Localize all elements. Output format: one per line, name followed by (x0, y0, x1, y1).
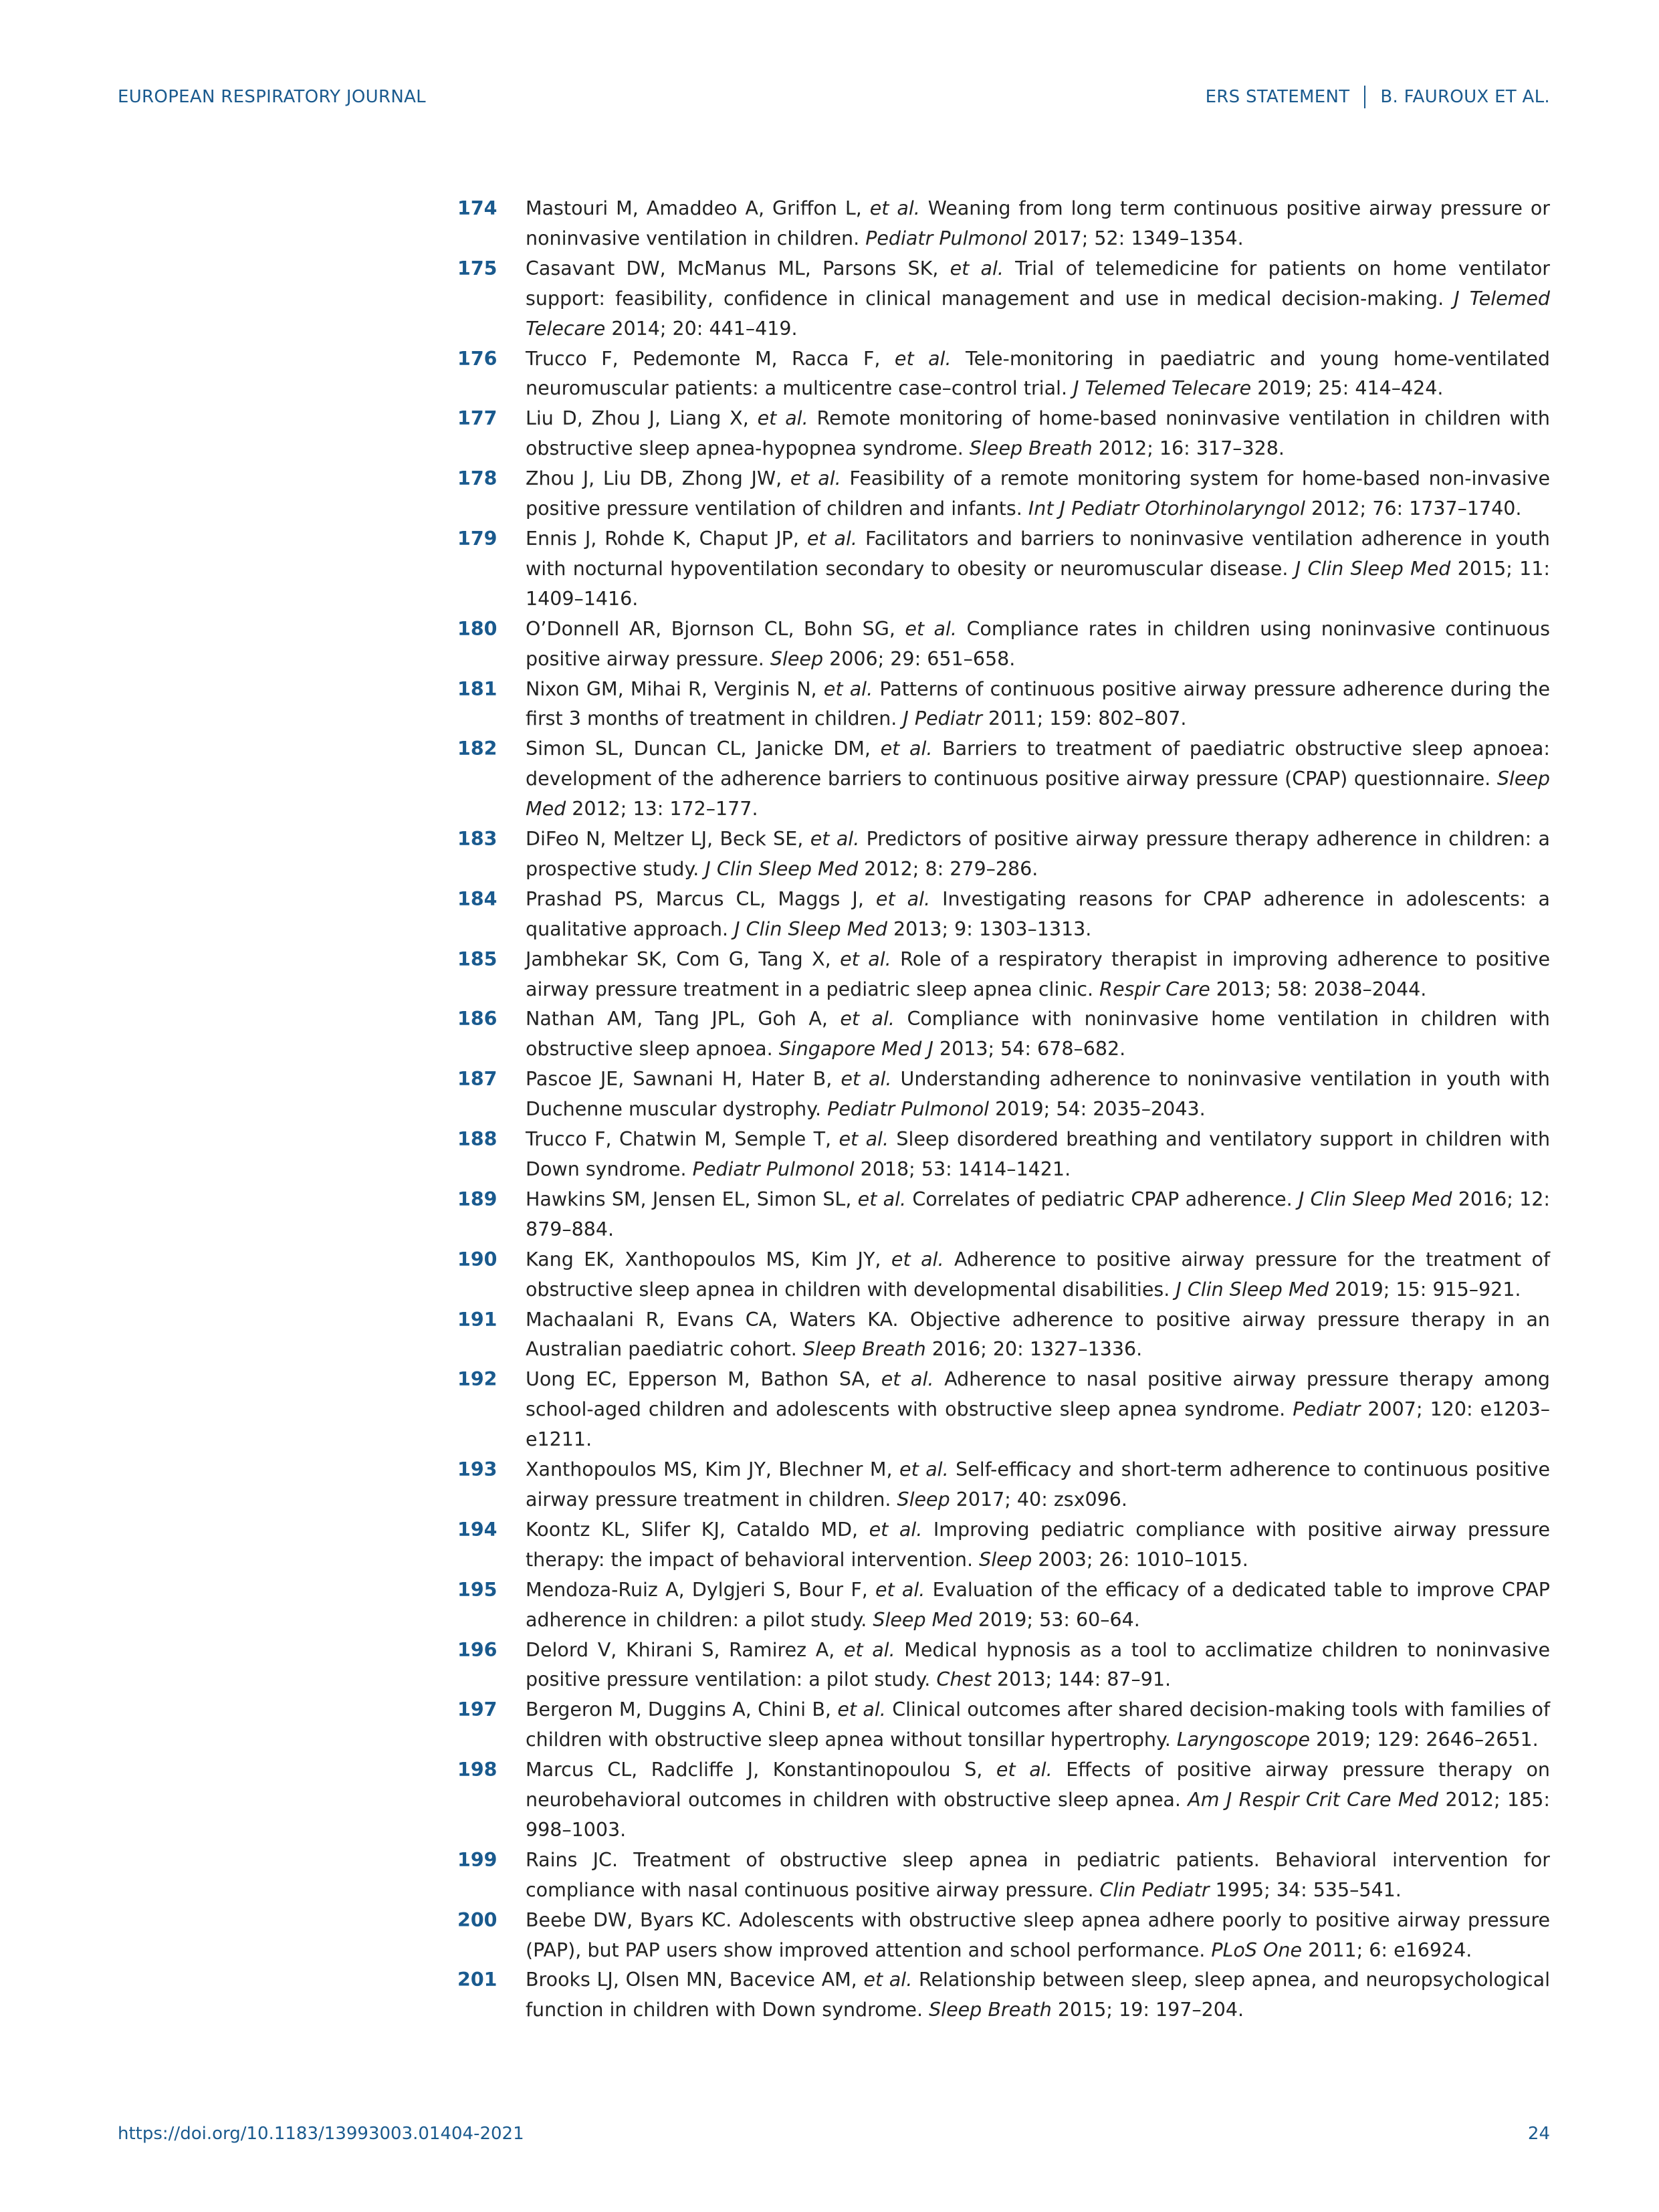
reference-item (457, 464, 1550, 524)
reference-citation: 2012; 185: 998–1003. (526, 1789, 1550, 1841)
reference-journal: J Clin Sleep Med (1295, 557, 1451, 580)
reference-number: 186 (457, 1008, 497, 1030)
running-head-right (1206, 86, 1550, 108)
reference-authors: Kang EK, Xanthopoulos MS, Kim JY, (526, 1248, 891, 1270)
reference-text (526, 1305, 1550, 1365)
reference-item (457, 824, 1550, 885)
reference-authors: Trucco F, Pedemonte M, Racca F, (526, 347, 895, 370)
reference-etal: et al. (843, 1638, 895, 1661)
reference-title: Investigating reasons for CPAP adherence in adolescents: a qualitative approach. (526, 887, 1550, 940)
reference-item (457, 885, 1550, 945)
doi-link[interactable]: https://doi.org/10.1183/13993003.01404-2021 (118, 2124, 524, 2144)
reference-journal: Int J Pediatr Otorhinolaryngol (1028, 497, 1305, 520)
reference-title: Feasibility of a remote monitoring system for home-based non-invasive positive pressure ventilation of children and infants. (526, 467, 1550, 520)
reference-etal: et al. (869, 1518, 923, 1541)
reference-journal: Sleep Med (526, 768, 1550, 820)
reference-citation: 2011; 6: e16924. (1302, 1939, 1472, 1961)
reference-journal: Sleep Breath (929, 1999, 1052, 2021)
reference-number: 190 (457, 1248, 497, 1270)
reference-number: 188 (457, 1128, 497, 1151)
reference-authors: Pascoe JE, Sawnani H, Hater B, (526, 1068, 841, 1091)
reference-number: 187 (457, 1068, 497, 1091)
reference-citation: 2019; 53: 60–64. (972, 1608, 1140, 1631)
reference-number: 183 (457, 828, 497, 851)
reference-citation: 2016; 20: 1327–1336. (925, 1338, 1143, 1361)
reference-journal: Laryngoscope (1176, 1729, 1311, 1751)
reference-citation: 2017; 52: 1349–1354. (1027, 227, 1244, 249)
reference-etal: et al. (757, 407, 808, 430)
reference-journal: Chest (936, 1668, 991, 1691)
reference-number: 184 (457, 887, 497, 910)
reference-citation: 2013; 54: 678–682. (933, 1038, 1126, 1061)
reference-journal: Sleep (979, 1548, 1032, 1571)
reference-title: Correlates of pediatric CPAP adherence. (906, 1188, 1299, 1210)
reference-number: 199 (457, 1848, 497, 1871)
reference-journal: J Clin Sleep Med (705, 857, 859, 880)
reference-citation: 2017; 40: zsx096. (950, 1488, 1127, 1511)
reference-citation: 2013; 58: 2038–2044. (1210, 978, 1427, 1000)
reference-title: Compliance with noninvasive home ventilation in children with obstructive sleep apnoea. (526, 1008, 1550, 1061)
reference-item (457, 615, 1550, 675)
reference-title: Improving pediatric compliance with positive airway pressure therapy: the impact of behavioral intervention. (526, 1518, 1551, 1571)
reference-text (526, 524, 1550, 615)
reference-number: 196 (457, 1638, 497, 1661)
reference-text (526, 404, 1550, 464)
running-head (118, 86, 1550, 108)
reference-authors: Brooks LJ, Olsen MN, Bacevice AM, (526, 1969, 864, 1991)
reference-item (457, 404, 1550, 464)
reference-item (457, 1245, 1550, 1305)
reference-title: Weaning from long term continuous positive airway pressure or noninvasive ventilation in children. (526, 197, 1550, 249)
reference-text (526, 734, 1550, 824)
reference-item (457, 1515, 1550, 1575)
reference-citation: 2011; 159: 802–807. (982, 707, 1187, 730)
reference-number: 179 (457, 527, 497, 550)
reference-journal: J Telemed Telecare (1073, 377, 1252, 400)
reference-text (526, 1125, 1550, 1185)
reference-etal: et al. (905, 617, 957, 640)
reference-number: 181 (457, 677, 497, 700)
reference-item (457, 1065, 1550, 1125)
reference-number: 176 (457, 347, 497, 370)
reference-authors: Simon SL, Duncan CL, Janicke DM, (526, 738, 881, 760)
reference-text (526, 885, 1550, 945)
reference-etal: et al. (880, 738, 933, 760)
reference-etal: et al. (790, 467, 841, 490)
reference-etal: et al. (881, 1368, 934, 1391)
reference-authors: Liu D, Zhou J, Liang X, (526, 407, 758, 430)
reference-journal: Am J Respir Crit Care Med (1188, 1789, 1439, 1811)
reference-text (526, 1065, 1550, 1125)
reference-authors: Prashad PS, Marcus CL, Maggs J, (526, 887, 876, 910)
reference-title: Patterns of continuous positive airway pressure adherence during the first 3 months of treatment in children. (526, 677, 1550, 730)
reference-authors: Nixon GM, Mihai R, Verginis N, (526, 677, 824, 700)
reference-item (457, 1755, 1550, 1846)
reference-journal: J Pediatr (903, 707, 982, 730)
reference-etal: et al. (837, 1698, 886, 1721)
reference-journal: J Telemed Telecare (526, 287, 1550, 340)
reference-title: Adherence to nasal positive airway pressure therapy among school-aged children and adolescents with obstructive sleep apnea syndrome. (526, 1368, 1551, 1421)
reference-title: Self-efficacy and short-term adherence to continuous positive airway pressure treatment in children. (526, 1458, 1551, 1511)
reference-etal: et al. (899, 1458, 949, 1481)
reference-etal: et al. (841, 1068, 892, 1091)
reference-number: 182 (457, 738, 497, 760)
reference-number: 177 (457, 407, 497, 430)
reference-journal: Sleep Breath (969, 437, 1093, 460)
reference-authors: Nathan AM, Tang JPL, Goh A, (526, 1008, 841, 1030)
reference-etal: et al. (996, 1759, 1053, 1781)
reference-journal: J Clin Sleep Med (734, 917, 887, 940)
reference-number: 175 (457, 257, 497, 280)
reference-citation: 2015; 19: 197–204. (1051, 1999, 1244, 2021)
reference-citation: 2015; 11: 1409–1416. (526, 557, 1551, 610)
reference-citation: 2012; 76: 1737–1740. (1305, 497, 1522, 520)
reference-text (526, 1245, 1550, 1305)
reference-text (526, 464, 1550, 524)
reference-authors: Ennis J, Rohde K, Chaput JP, (526, 527, 807, 550)
reference-title: Tele-monitoring in paediatric and young home-ventilated neuromuscular patients: a multicentre case–control trial. (526, 347, 1550, 400)
reference-authors: Mastouri M, Amaddeo A, Griffon L, (526, 197, 870, 219)
reference-text (526, 1965, 1550, 2025)
reference-journal: Pediatr Pulmonol (865, 227, 1028, 249)
reference-authors: Zhou J, Liu DB, Zhong JW, (526, 467, 790, 490)
reference-journal: Pediatr Pulmonol (692, 1158, 855, 1180)
reference-title: Treatment of obstructive sleep apnea in pediatric patients. Behavioral intervention for compliance with nasal continuous positive airway pressure. (526, 1848, 1550, 1901)
reference-journal: Clin Pediatr (1099, 1878, 1210, 1901)
page-number: 24 (1527, 2124, 1550, 2144)
reference-title: Role of a respiratory therapist in improving adherence to positive airway pressure treatment in a pediatric sleep apnea clinic. (526, 948, 1550, 1000)
reference-journal: Sleep (770, 647, 824, 670)
reference-etal: et al. (810, 828, 860, 851)
reference-list (457, 194, 1550, 2025)
reference-title: Evaluation of the efficacy of a dedicated table to improve CPAP adherence in children: a pilot study. (526, 1578, 1550, 1631)
reference-text (526, 1695, 1550, 1755)
reference-title: Predictors of positive airway pressure therapy adherence in children: a prospective study. (526, 828, 1550, 880)
reference-number: 178 (457, 467, 497, 490)
reference-item (457, 1636, 1550, 1696)
reference-etal: et al. (823, 677, 873, 700)
reference-citation: 2016; 12: 879–884. (526, 1188, 1550, 1240)
reference-authors: Marcus CL, Radcliffe J, Konstantinopoulou S, (526, 1759, 996, 1781)
reference-authors: Casavant DW, McManus ML, Parsons SK, (526, 257, 950, 280)
reference-number: 198 (457, 1759, 497, 1781)
reference-authors: Jambhekar SK, Com G, Tang X, (526, 948, 841, 970)
author-label: B. FAUROUX ET AL. (1380, 87, 1550, 107)
reference-number: 192 (457, 1368, 497, 1391)
reference-text (526, 824, 1550, 885)
reference-text (526, 1515, 1550, 1575)
reference-text (526, 945, 1550, 1005)
reference-item (457, 1185, 1550, 1245)
reference-title: Sleep disordered breathing and ventilatory support in children with Down syndrome. (526, 1128, 1551, 1180)
reference-number: 191 (457, 1308, 497, 1331)
reference-item (457, 1004, 1550, 1065)
reference-text (526, 254, 1550, 344)
reference-title: Objective adherence to positive airway pressure therapy in an Australian paediatric cohort. (526, 1308, 1550, 1361)
reference-text (526, 1846, 1550, 1906)
reference-title: Understanding adherence to noninvasive ventilation in youth with Duchenne muscular dystrophy. (526, 1068, 1550, 1121)
reference-number: 200 (457, 1908, 497, 1931)
reference-etal: et al. (806, 527, 857, 550)
reference-text (526, 615, 1550, 675)
reference-item (457, 524, 1550, 615)
reference-etal: et al. (950, 257, 1004, 280)
reference-citation: 2019; 54: 2035–2043. (989, 1098, 1206, 1121)
reference-number: 193 (457, 1458, 497, 1481)
reference-authors: Beebe DW, Byars KC. (526, 1908, 732, 1931)
reference-number: 189 (457, 1188, 497, 1210)
reference-item (457, 1455, 1550, 1515)
reference-citation: 2007; 120: e1203–e1211. (526, 1398, 1550, 1451)
reference-citation: 2019; 129: 2646–2651. (1310, 1729, 1539, 1751)
reference-citation: 2006; 29: 651–658. (823, 647, 1016, 670)
reference-authors: DiFeo N, Meltzer LJ, Beck SE, (526, 828, 810, 851)
reference-authors: Bergeron M, Duggins A, Chini B, (526, 1698, 838, 1721)
reference-authors: Machaalani R, Evans CA, Waters KA. (526, 1308, 899, 1331)
reference-journal: Pediatr Pulmonol (827, 1098, 990, 1121)
reference-item (457, 1305, 1550, 1365)
journal-name: EUROPEAN RESPIRATORY JOURNAL (118, 87, 426, 107)
section-label: ERS STATEMENT (1205, 87, 1350, 107)
reference-citation: 1995; 34: 535–541. (1209, 1878, 1402, 1901)
header-divider (1364, 86, 1365, 108)
reference-text (526, 1004, 1550, 1065)
reference-item (457, 945, 1550, 1005)
reference-text (526, 675, 1550, 735)
reference-item (457, 1906, 1550, 1966)
reference-number: 195 (457, 1578, 497, 1601)
reference-item (457, 194, 1550, 254)
reference-etal: et al. (857, 1188, 907, 1210)
reference-title: Effects of positive airway pressure therapy on neurobehavioral outcomes in children with obstructive sleep apnea. (526, 1759, 1550, 1811)
reference-journal: Sleep Breath (802, 1338, 926, 1361)
reference-title: Facilitators and barriers to noninvasive ventilation adherence in youth with nocturnal hypoventilation secondary to obesity or neuromuscular disease. (526, 527, 1550, 580)
reference-authors: Rains JC. (526, 1848, 619, 1871)
reference-item (457, 1846, 1550, 1906)
reference-number: 194 (457, 1518, 497, 1541)
reference-item (457, 675, 1550, 735)
reference-title: Relationship between sleep, sleep apnea, and neuropsychological function in children with Down syndrome. (526, 1969, 1551, 2021)
reference-title: Compliance rates in children using noninvasive continuous positive airway pressure. (526, 617, 1550, 670)
reference-title: Medical hypnosis as a tool to acclimatize children to noninvasive positive pressure ventilation: a pilot study. (526, 1638, 1550, 1691)
reference-etal: et al. (840, 1008, 895, 1030)
reference-text (526, 1906, 1550, 1966)
reference-journal: PLoS One (1211, 1939, 1303, 1961)
reference-authors: Trucco F, Chatwin M, Semple T, (526, 1128, 839, 1151)
reference-etal: et al. (869, 197, 920, 219)
reference-number: 174 (457, 197, 497, 219)
reference-etal: et al. (839, 1128, 889, 1151)
reference-text (526, 1575, 1550, 1636)
reference-journal: J Clin Sleep Med (1176, 1278, 1329, 1301)
reference-item (457, 734, 1550, 824)
reference-title: Adherence to positive airway pressure for the treatment of obstructive sleep apnea in children with developmental disabilities. (526, 1248, 1550, 1301)
reference-etal: et al. (840, 948, 891, 970)
reference-journal: Pediatr (1293, 1398, 1361, 1421)
reference-item (457, 1365, 1550, 1455)
reference-etal: et al. (875, 1578, 925, 1601)
reference-item (457, 1965, 1550, 2025)
reference-number: 201 (457, 1969, 497, 1991)
reference-etal: et al. (875, 887, 931, 910)
reference-etal: et al. (891, 1248, 944, 1270)
reference-citation: 2013; 9: 1303–1313. (887, 917, 1092, 940)
reference-number: 197 (457, 1698, 497, 1721)
reference-authors: Hawkins SM, Jensen EL, Simon SL, (526, 1188, 858, 1210)
reference-text (526, 1755, 1550, 1846)
reference-title: Clinical outcomes after shared decision-making tools with families of children with obstructive sleep apnea without tonsillar hypertrophy. (526, 1698, 1550, 1751)
reference-citation: 2012; 13: 172–177. (566, 798, 758, 820)
reference-citation: 2012; 8: 279–286. (858, 857, 1038, 880)
reference-etal: et al. (863, 1969, 913, 1991)
page-footer (118, 2124, 1550, 2144)
reference-etal: et al. (894, 347, 952, 370)
reference-authors: Uong EC, Epperson M, Bathon SA, (526, 1368, 881, 1391)
reference-journal: Sleep (897, 1488, 950, 1511)
reference-authors: O’Donnell AR, Bjornson CL, Bohn SG, (526, 617, 905, 640)
reference-citation: 2014; 20: 441–419. (605, 317, 798, 340)
reference-item (457, 1575, 1550, 1636)
reference-citation: 2003; 26: 1010–1015. (1032, 1548, 1248, 1571)
reference-authors: Mendoza-Ruiz A, Dylgjeri S, Bour F, (526, 1578, 875, 1601)
reference-authors: Xanthopoulos MS, Kim JY, Blechner M, (526, 1458, 900, 1481)
reference-text (526, 344, 1550, 405)
reference-title: Trial of telemedicine for patients on home ventilator support: feasibility, confidence in clinical management and use in medical decision-making. (526, 257, 1550, 310)
reference-authors: Koontz KL, Slifer KJ, Cataldo MD, (526, 1518, 869, 1541)
reference-journal: Respir Care (1099, 978, 1210, 1000)
reference-journal: Singapore Med J (778, 1038, 933, 1061)
reference-text (526, 1636, 1550, 1696)
reference-citation: 2013; 144: 87–91. (990, 1668, 1172, 1691)
reference-item (457, 254, 1550, 344)
reference-title: Remote monitoring of home-based noninvasive ventilation in children with obstructive sleep apnea-hypopnea syndrome. (526, 407, 1550, 460)
reference-title: Adolescents with obstructive sleep apnea adhere poorly to positive airway pressure (PAP), but PAP users show improved attention and school performance. (526, 1908, 1550, 1961)
reference-item (457, 1125, 1550, 1185)
reference-item (457, 1695, 1550, 1755)
reference-item (457, 344, 1550, 405)
reference-citation: 2019; 25: 414–424. (1251, 377, 1444, 400)
reference-number: 180 (457, 617, 497, 640)
reference-title: Barriers to treatment of paediatric obstructive sleep apnoea: development of the adherence barriers to continuous positive airway pressure (CPAP) questionnaire. (526, 738, 1550, 790)
reference-citation: 2018; 53: 1414–1421. (854, 1158, 1071, 1180)
reference-text (526, 1185, 1550, 1245)
reference-text (526, 194, 1550, 254)
reference-authors: Delord V, Khirani S, Ramirez A, (526, 1638, 844, 1661)
reference-text (526, 1365, 1550, 1455)
reference-citation: 2012; 16: 317–328. (1092, 437, 1285, 460)
reference-text (526, 1455, 1550, 1515)
reference-journal: J Clin Sleep Med (1299, 1188, 1452, 1210)
reference-number: 185 (457, 948, 497, 970)
reference-citation: 2019; 15: 915–921. (1329, 1278, 1521, 1301)
reference-journal: Sleep Med (873, 1608, 972, 1631)
